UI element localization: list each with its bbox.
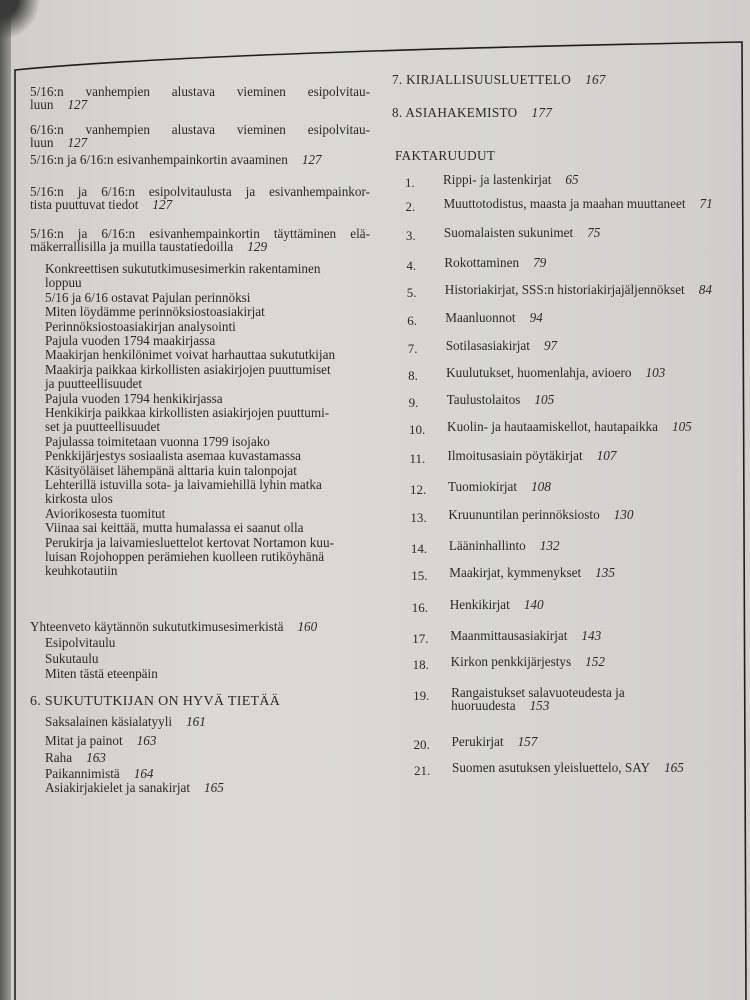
chapter-heading-text: 6. SUKUTUTKIJAN ON HYVÄ TIETÄÄ (30, 694, 281, 709)
fact-box-entry-text: Kuulutukset, huomenlahja, avioero (446, 365, 632, 380)
toc-subentry (45, 507, 165, 520)
fact-number: 9. (408, 395, 419, 410)
fact-number: 16. (411, 600, 428, 615)
page-number: 127 (152, 196, 173, 212)
toc-entry-text: 5/16:n ja 6/16:n esipolvitaulusta ja esivanhempainkor- (30, 184, 370, 199)
page-number: 132 (539, 538, 560, 553)
fact-box-entry (450, 629, 601, 642)
page-number: 164 (133, 766, 154, 781)
toc-subentry (45, 492, 113, 505)
fact-box-entry (451, 699, 549, 712)
toc-subentry-text: Esipolvitaulu (45, 635, 116, 650)
fact-box-entry (452, 735, 538, 748)
toc-subentry (45, 420, 160, 433)
toc-entry (30, 198, 172, 211)
fact-box-entry-text: Rangaistukset salavuoteudesta ja (451, 685, 625, 700)
fact-number: 4. (406, 258, 417, 273)
fact-number: 14. (410, 541, 428, 556)
fact-number: 18. (412, 657, 429, 672)
toc-subentry (45, 348, 335, 361)
fact-number: 11. (409, 451, 426, 466)
fact-box-entry (443, 197, 712, 210)
fact-number: 10. (409, 422, 426, 437)
toc-subentry (45, 781, 224, 794)
toc-subentry (45, 464, 297, 477)
toc-subentry (45, 550, 324, 563)
page-number: 163 (136, 733, 157, 748)
fact-number: 15. (411, 568, 428, 583)
section-heading-text: FAKTARUUDUT (395, 148, 496, 163)
toc-subentry-text: ja puutteellisuudet (45, 376, 143, 392)
fact-box-entry (445, 311, 543, 324)
page-number: 152 (585, 654, 605, 669)
page-number: 79 (533, 255, 547, 270)
toc-subentry-text: Pajula vuoden 1794 henkikirjassa (45, 390, 223, 406)
toc-subentry-text: Henkikirja paikkaa kirkollisten asiakirjojen puuttumi- (45, 405, 330, 420)
toc-entry (30, 98, 87, 111)
toc-subentry (45, 449, 301, 462)
toc-subentry-text: Asiakirjakielet ja sanakirjat (45, 780, 191, 795)
toc-subentry (45, 652, 98, 665)
chapter-heading (392, 73, 606, 86)
fact-box-entry (445, 283, 712, 296)
fact-box-entry (448, 508, 633, 521)
toc-subentry (45, 734, 156, 747)
toc-subentry-text: Maakirjan henkilönimet voivat harhauttaa sukututkijan (45, 347, 336, 363)
toc-subentry (45, 276, 82, 289)
fact-box-entry-text: Rokottaminen (444, 255, 520, 270)
fact-box-entry (451, 655, 605, 668)
fact-box-entry-text: Henkikirjat (449, 597, 510, 612)
fact-box-entry-text: Kuolin- ja hautaamiskellot, hautapaikka (447, 419, 658, 434)
page-number: 84 (698, 282, 712, 297)
page-number: 97 (543, 338, 558, 353)
toc-subentry-text: 5/16 ja 6/16 ostavat Pajulan perinnöksi (45, 289, 251, 305)
chapter-heading (392, 106, 552, 119)
page-number: 163 (86, 750, 106, 765)
fact-number: 6. (407, 313, 417, 328)
page-number: 165 (204, 780, 224, 795)
toc-subentry (45, 536, 334, 549)
toc-subentry-text: Käsityöläiset lähempänä alttaria kuin talonpojat (45, 462, 297, 478)
fact-number: 1. (405, 175, 415, 190)
page-number: 103 (645, 365, 666, 380)
toc-subentry (45, 320, 236, 333)
page-number: 75 (587, 225, 601, 240)
toc-subentry (45, 334, 215, 347)
page-number: 177 (531, 105, 553, 120)
fact-number: 13. (410, 510, 427, 525)
toc-entry-text: 5/16:n ja 6/16:n esivanhempainkortin avaaminen (30, 152, 288, 167)
toc-entry-text: luun (30, 96, 54, 112)
fact-number: 20. (413, 737, 430, 752)
toc-subentry (45, 667, 158, 680)
toc-subentry-text: Miten tästä eteenpäin (45, 666, 158, 681)
page-number: 94 (529, 310, 543, 325)
fact-box-entry-text: Lääninhallinto (448, 538, 526, 553)
fact-box-entry-text: Historiakirjat, SSS:n historiakirjajäljennökset (444, 282, 685, 297)
chapter-heading (30, 695, 280, 708)
fact-box-entry (444, 226, 601, 239)
fact-number: 2. (405, 199, 416, 214)
toc-entry-summary-text: Yhteenveto käytännön sukututkimusesimerkistä (30, 619, 284, 634)
page-number: 157 (517, 734, 538, 749)
toc-subentry-text: keuhkotautiin (45, 563, 118, 579)
toc-entry-text: 5/16:n ja 6/16:n esivanhempainkortin täyttäminen elä- (30, 226, 370, 241)
fact-number: 17. (412, 631, 429, 646)
toc-subentry (45, 751, 106, 764)
toc-subentry-text: Aviorikosesta tuomitut (45, 505, 166, 521)
fact-box-entry-text: Rippi- ja lastenkirjat (443, 172, 552, 187)
fact-box-entry (444, 256, 546, 269)
fact-box-entry (448, 449, 617, 462)
fact-box-entry-text: Tuomiokirjat (447, 479, 518, 494)
fact-box-entry-text: huoruudesta (451, 698, 516, 713)
chapter-heading-text: 8. ASIAHAKEMISTO (392, 105, 518, 120)
page-number: 160 (297, 619, 318, 634)
fact-box-entry-text: Maakirjat, kymmenykset (449, 565, 582, 580)
fact-number: 19. (413, 688, 430, 703)
toc-subentry-text: Viinaa sai keittää, mutta humalassa ei saanut olla (45, 520, 304, 536)
fact-number: 21. (414, 763, 431, 778)
toc-entry-text: tista puuttuvat tiedot (30, 196, 139, 212)
fact-box-entry (443, 173, 579, 186)
fact-box-entry (447, 393, 555, 406)
toc-subentry (45, 715, 206, 728)
toc-subentry (45, 636, 115, 649)
chapter-heading-text: 7. KIRJALLISUUSLUETTELO (392, 72, 572, 87)
page-number: 127 (67, 96, 88, 112)
fact-box-entry (452, 761, 684, 774)
toc-subentry (45, 305, 265, 318)
page-number: 130 (613, 507, 634, 522)
fact-box-entry (447, 420, 692, 433)
fact-number: 12. (409, 482, 427, 497)
toc-subentry (45, 392, 223, 405)
toc-subentry (45, 564, 118, 577)
toc-subentry (45, 767, 154, 780)
toc-subentry (45, 406, 329, 419)
fact-number: 5. (406, 285, 417, 300)
toc-subentry-text: Maakirja paikkaa kirkollisten asiakirjojen puuttumiset (45, 361, 331, 377)
toc-subentry-text: Konkreettisen sukututkimusesimerkin rakentaminen (45, 261, 321, 276)
toc-entry-text: 6/16:n vanhempien alustava vieminen esipolvitau- (30, 122, 370, 137)
toc-subentry-text: Pajulassa toimitetaan vuonna 1799 isojako (45, 433, 270, 449)
page-number: 135 (595, 565, 615, 580)
page-number: 127 (67, 134, 88, 150)
fact-box-entry-text: Ilmoitusasiain pöytäkirjat (447, 448, 583, 463)
fact-number: 8. (408, 368, 418, 383)
fact-box-entry (450, 598, 544, 611)
toc-subentry-text: set ja puutteellisuudet (45, 419, 160, 435)
section-heading (395, 149, 495, 162)
page-number: 71 (699, 196, 713, 211)
toc-subentry-text: Mitat ja painot (45, 733, 123, 748)
fact-box-entry-text: Perukirjat (451, 734, 504, 749)
fact-box-entry-text: Kirkon penkkijärjestys (450, 654, 572, 669)
fact-box-entry-text: Kruununtilan perinnöksiosto (448, 507, 600, 522)
toc-subentry-text: Sukutaulu (45, 650, 99, 666)
toc-entry-summary (30, 620, 317, 633)
toc-subentry-text: Lehterillä istuvilla sota- ja laivamiehillä lyhin matka (45, 477, 322, 492)
toc-subentry (45, 363, 331, 376)
toc-entry (30, 153, 322, 166)
toc-subentry-text: kirkosta ulos (45, 491, 113, 507)
fact-box-entry (449, 566, 615, 579)
fact-box-entry (446, 366, 665, 379)
fact-box-entry-text: Maanmittausasiakirjat (450, 628, 568, 643)
page-number: 107 (596, 448, 617, 463)
fact-box-entry-text: Sotilasasiakirjat (445, 338, 530, 353)
toc-entry-text: 5/16:n vanhempien alustava vieminen esipolvitau- (30, 84, 370, 99)
toc-entry-text: luun (30, 134, 54, 150)
toc-subentry-text: Saksalainen käsialatyyli (45, 714, 173, 729)
toc-subentry (45, 521, 303, 534)
page-number: 140 (523, 597, 544, 612)
toc-entry-text: mäkerrallisilla ja muilla taustatiedoilla (30, 238, 234, 254)
fact-box-entry (449, 539, 560, 552)
page-number: 161 (186, 714, 206, 729)
toc-subentry-text: Raha (45, 750, 73, 765)
page-number: 143 (581, 628, 602, 643)
toc-entry (30, 136, 87, 149)
toc-subentry-text: Paikannimistä (45, 766, 120, 781)
toc-subentry-text: Pajula vuoden 1794 maakirjassa (45, 333, 216, 348)
toc-subentry (45, 291, 250, 304)
fact-box-entry-text: Muuttotodistus, maasta ja maahan muuttaneet (443, 196, 686, 211)
toc-subentry (45, 435, 270, 448)
toc-subentry (45, 377, 142, 390)
toc-subentry-text: loppuu (45, 275, 82, 291)
toc-subentry (45, 478, 322, 491)
fact-number: 7. (407, 341, 418, 356)
fact-box-entry-text: Taulustolaitos (446, 392, 521, 407)
toc-subentry-text: luisan Rojohoppen perämiehen kuolleen rutiköyhänä (45, 549, 325, 564)
toc-subentry-text: Perinnöksiostoasiakirjan analysointi (45, 318, 236, 334)
page-number: 105 (534, 392, 555, 407)
page-number: 65 (565, 172, 579, 187)
fact-box-entry (446, 339, 557, 352)
fact-box-entry (448, 480, 551, 493)
fact-box-entry-text: Suomalaisten sukunimet (443, 225, 574, 240)
toc-subentry-text: Penkkijärjestys sosiaalista asemaa kuvastamassa (45, 448, 301, 464)
page-number: 105 (671, 419, 692, 434)
page-number: 167 (585, 72, 606, 87)
fact-box-entry-text: Suomen asutuksen yleisluettelo, SAY (452, 760, 651, 775)
toc-entry (30, 240, 267, 253)
fact-number: 3. (405, 228, 416, 243)
page-number: 108 (531, 479, 551, 494)
page-number: 165 (664, 760, 684, 775)
toc-subentry-text: Miten löydämme perinnöksiostoasiakirjat (45, 304, 265, 320)
page-number: 127 (301, 152, 322, 167)
toc-subentry-text: Perukirja ja laivamiesluettelot kertovat Nortamon kuu- (45, 534, 334, 550)
fact-box-entry-text: Maanluonnot (445, 310, 516, 325)
page-number: 153 (529, 698, 550, 713)
toc-subentry (45, 262, 320, 275)
page-number: 129 (247, 238, 268, 254)
